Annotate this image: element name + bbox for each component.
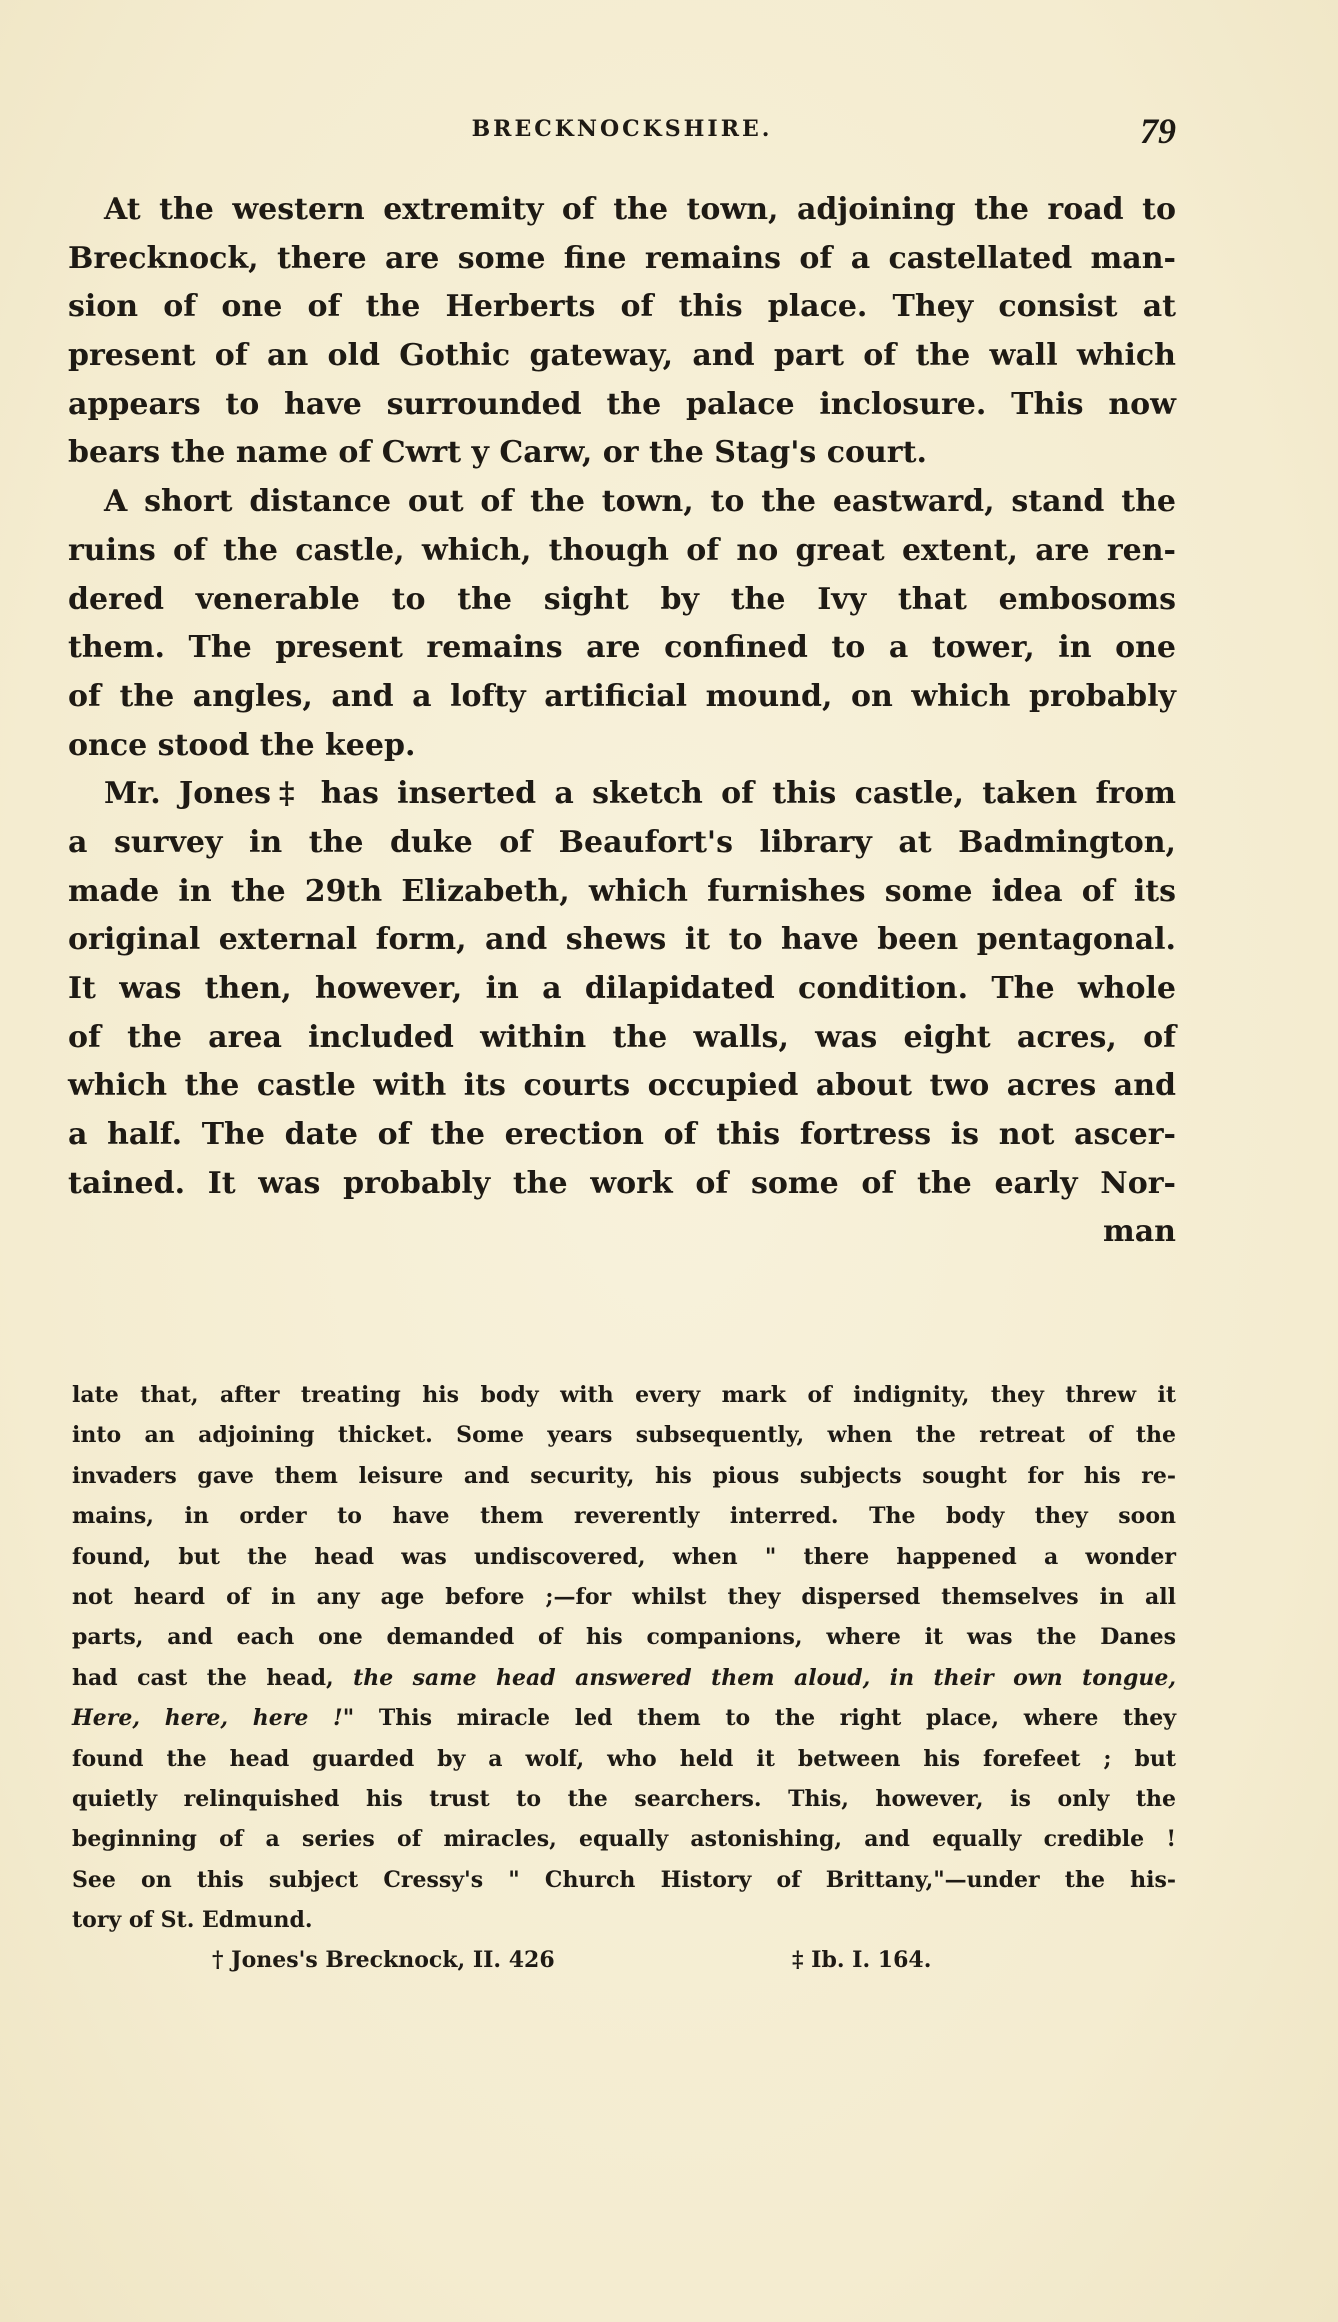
footnote-line: found, but the head was undiscovered, when " there happened a wonder [72,1543,1176,1570]
footnote-italic: Here, here, here !" [72,1705,355,1732]
text-line: ruins of the castle, which, though of no great extent, are ren- [68,532,1176,568]
footnote-text: This miracle led them to the right place, where they [378,1705,1176,1732]
footnote-line: mains, in order to have them reverently interred. The body they soon [72,1503,1176,1530]
text-line: Mr. Jones‡ has inserted a sketch of this castle, taken from [104,776,1176,812]
text-line: them. The present remains are confined to a tower, in one [68,630,1176,666]
text-line: original external form, and shews it to have been pentagonal. [68,922,1176,958]
footnote-line: found the head guarded by a wolf, who held it between his forefeet ; but [72,1745,1176,1772]
text-line: of the angles, and a lofty artificial mound, on which probably [68,678,1176,714]
text-line: of the area included within the walls, was eight acres, of [68,1019,1176,1055]
text-line: a survey in the duke of Beaufort's library at Badmington, [68,824,1176,860]
footnote-line: tory of St. Edmund. [72,1907,313,1934]
text-line: which the castle with its courts occupied about two acres and [68,1068,1176,1104]
footnote-italic: the same head answered them aloud, in their own tongue, [353,1664,1176,1691]
footnote-block [72,1375,1176,1980]
text-line: sion of one of the Herberts of this place. They consist at [68,289,1176,325]
text-line: a half. The date of the erection of this fortress is not ascer- [68,1117,1176,1153]
footnote-line: into an adjoining thicket. Some years subsequently, when the retreat of the [72,1422,1176,1449]
catchword: man [1103,1214,1176,1250]
text-line: Brecknock, there are some fine remains of a castellated man- [68,240,1176,276]
footnote-ref: ‡ Ib. I. 164. [792,1947,932,1974]
text-line: once stood the keep. [68,727,416,763]
footnote-text: had cast the head, [72,1664,334,1691]
footnote-line: parts, and each one demanded of his companions, where it was the Danes [72,1624,1176,1651]
footnote-line: invaders gave them leisure and security, his pious subjects sought for his re- [72,1462,1176,1489]
running-head: BRECKNOCKSHIRE. [471,116,773,142]
footnote-ref: † Jones's Brecknock, II. 426 [212,1947,555,1974]
text-line: A short distance out of the town, to the eastward, stand the [104,484,1176,520]
text-line: It was then, however, in a dilapidated condition. The whole [68,971,1176,1006]
text-line: appears to have surrounded the palace inclosure. This now [68,386,1176,422]
footnote-line: quietly relinquished his trust to the searchers. This, however, is only the [72,1785,1176,1812]
text-line: present of an old Gothic gateway, and part of the wall which [68,338,1176,374]
footnote-line: See on this subject Cressy's " Church History of Brittany,"—under the his- [72,1866,1176,1893]
text-line: made in the 29th Elizabeth, which furnishes some idea of its [68,873,1176,909]
text-line: dered venerable to the sight by the Ivy that embosoms [68,581,1176,617]
text-line: bears the name of Cwrt y Carw, or the Stag's court. [68,435,927,471]
page-header [68,110,1176,150]
footnote-line: late that, after treating his body with every mark of indignity, they threw it [72,1382,1176,1408]
text-line: At the western extremity of the town, adjoining the road to [104,192,1176,227]
text-line: tained. It was probably the work of some of the early Nor- [68,1165,1176,1201]
footnote-line [72,1658,1176,1698]
main-text [68,186,1176,1257]
footnote-line: beginning of a series of miracles, equally astonishing, and equally credible ! [72,1826,1176,1853]
footnote-references [72,1940,1176,1980]
footnote-line [72,1698,1176,1738]
page-number: 79 [1140,111,1176,151]
footnote-line: not heard of in any age before ;—for whilst they dispersed themselves in all [72,1583,1176,1610]
